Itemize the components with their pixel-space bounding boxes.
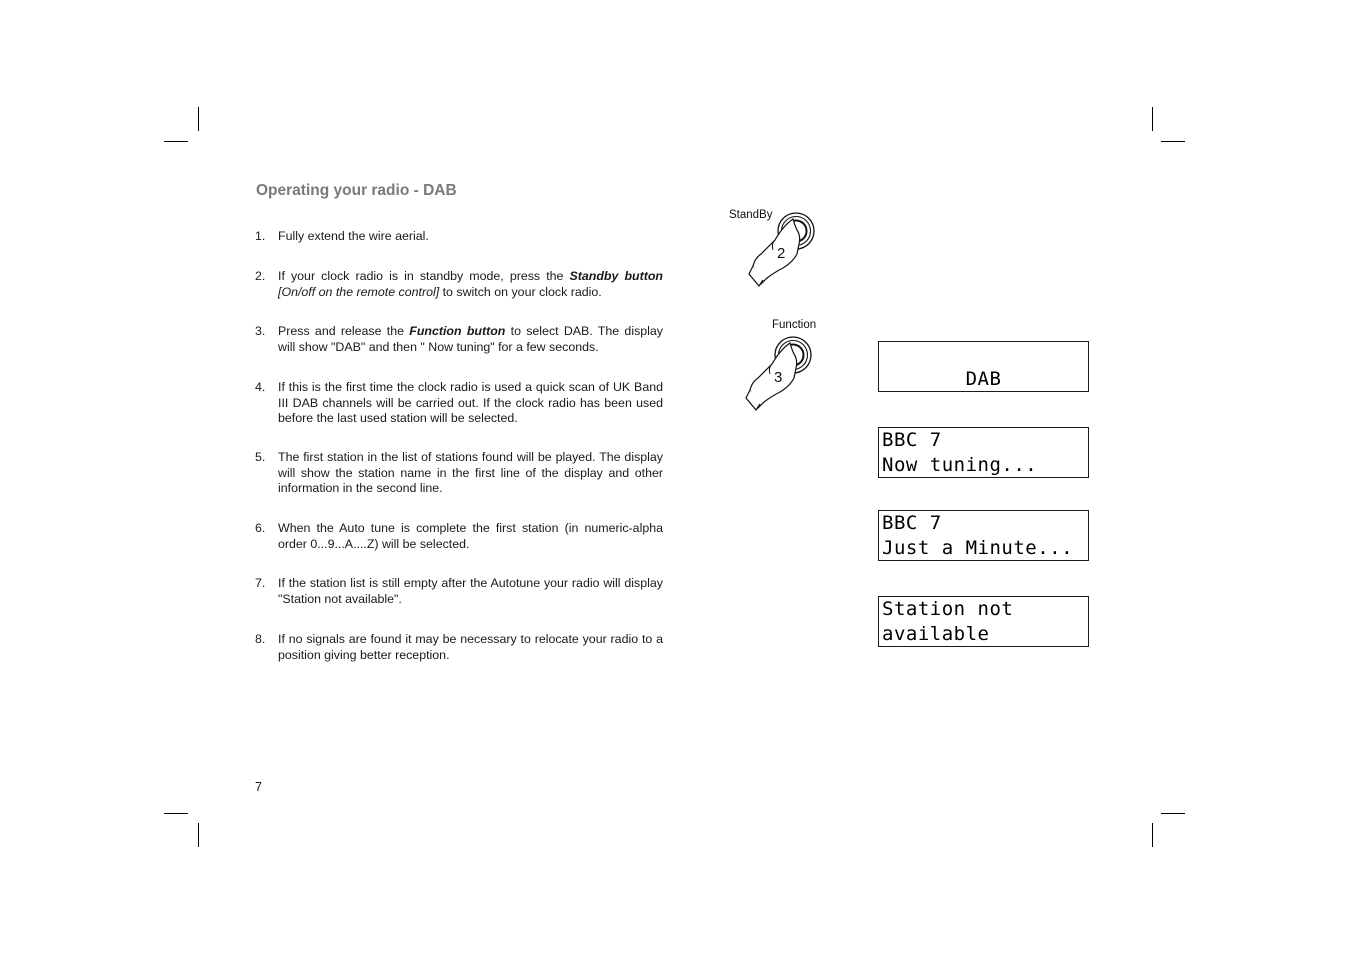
standby-label: StandBy [729, 209, 773, 221]
instruction-step [255, 521, 663, 552]
lcd-display-station-not-available [878, 596, 1089, 647]
lcd-line-1: Station not [882, 598, 1014, 620]
function-button-name: Function button [409, 324, 506, 338]
instruction-step [255, 229, 663, 245]
page-number: 7 [255, 780, 262, 794]
lcd-line-1 [882, 342, 1085, 367]
step-text: If no signals are found it may be necessary to relocate your radio to a position giving better reception. [278, 632, 663, 662]
step-callout-number: 3 [774, 369, 783, 386]
step-number: 5. [255, 450, 266, 464]
lcd-line-1: BBC 7 [882, 429, 942, 451]
lcd-line-2: available [882, 623, 990, 645]
step-number: 6. [255, 521, 266, 535]
lcd-line-1: BBC 7 [882, 512, 942, 534]
step-text: The first station in the list of stations found will be played. The display will show the station name in the first line of the display and other information in the second line. [278, 450, 663, 496]
step-text-part: to select DAB. The display will show "DAB" and then " Now tuning" for a few seconds. [278, 324, 663, 354]
instruction-step [255, 380, 663, 427]
remote-control-note: [On/off on the remote control] [278, 284, 440, 299]
lcd-display-dab [878, 341, 1089, 392]
instruction-step [255, 269, 663, 300]
step-text: Fully extend the wire aerial. [278, 229, 429, 243]
step-text-part: If your clock radio is in standby mode, press the [278, 269, 570, 283]
step-callout-number: 2 [777, 245, 786, 262]
step-text-part: to switch on your clock radio. [439, 284, 602, 299]
instruction-step [255, 450, 663, 497]
step-number: 3. [255, 324, 266, 338]
step-text [278, 269, 663, 300]
crop-mark [1161, 141, 1185, 142]
standby-button-name: Standby button [569, 269, 663, 283]
step-number: 7. [255, 576, 266, 590]
lcd-display-just-a-minute [878, 510, 1089, 561]
crop-mark [198, 823, 199, 847]
step-text-part: Press and release the [278, 324, 410, 338]
step-text: If this is the first time the clock radio is used a quick scan of UK Band III DAB channels will be carried out. If the clock radio has been used before the last used station will be selected. [278, 380, 663, 426]
instruction-step [255, 576, 663, 607]
section-title: Operating your radio - DAB [256, 182, 457, 199]
lcd-line-2: Now tuning... [882, 454, 1038, 476]
function-label: Function [772, 319, 817, 331]
crop-mark [164, 813, 188, 814]
step-number: 1. [255, 229, 266, 243]
lcd-line-2: DAB [965, 368, 1002, 390]
crop-mark [1152, 107, 1153, 131]
crop-mark [198, 107, 199, 131]
step-number: 2. [255, 269, 266, 283]
instruction-step [255, 324, 663, 355]
lcd-display-now-tuning [878, 427, 1089, 478]
instruction-step [255, 632, 663, 663]
crop-mark [164, 141, 188, 142]
step-number: 8. [255, 632, 266, 646]
lcd-line-2: Just a Minute... [882, 537, 1074, 559]
crop-mark [1152, 823, 1153, 847]
step-text [278, 324, 663, 355]
step-number: 4. [255, 380, 266, 394]
step-text: If the station list is still empty after the Autotune your radio will display "Station not available". [278, 576, 663, 606]
crop-mark [1161, 813, 1185, 814]
step-text: When the Auto tune is complete the first station (in numeric-alpha order 0...9...A....Z) will be selected. [278, 521, 663, 551]
